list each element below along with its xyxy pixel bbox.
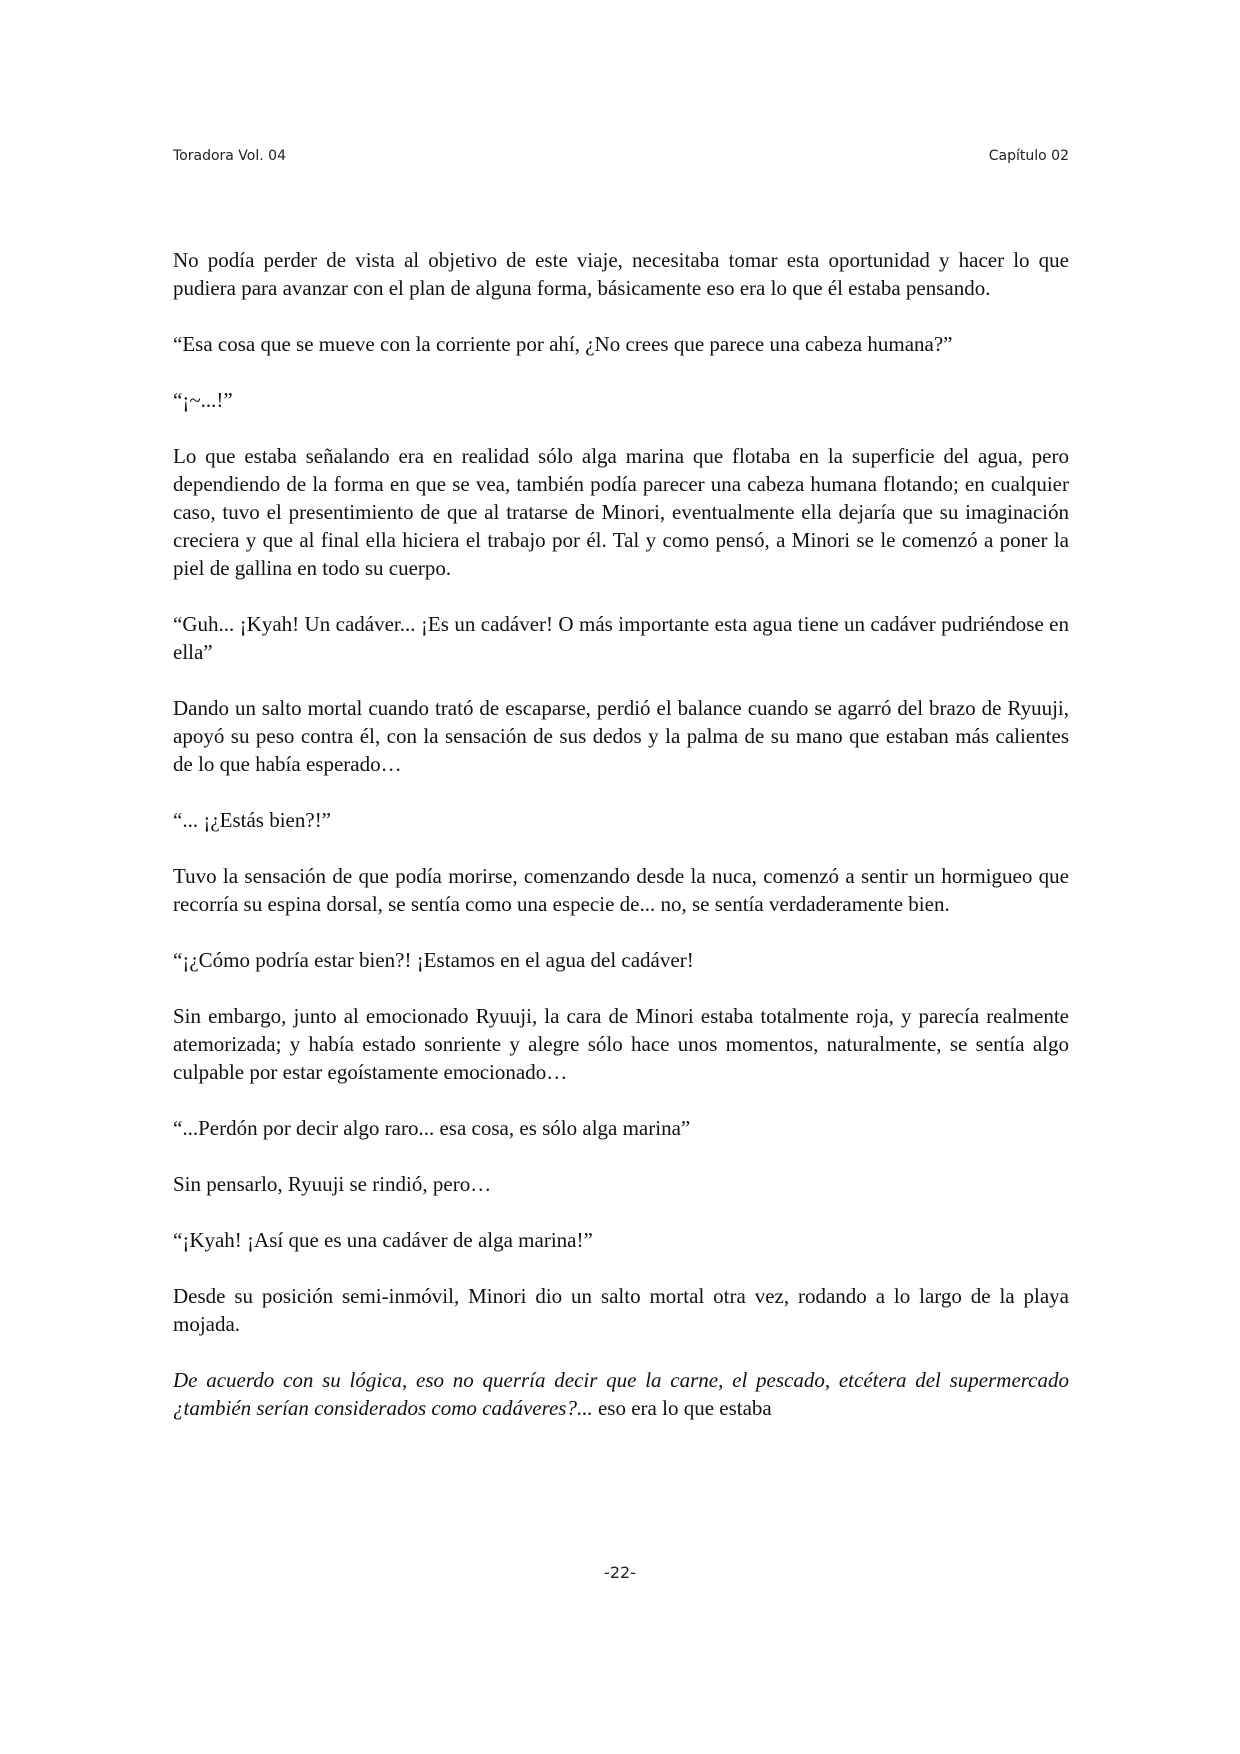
paragraph: No podía perder de vista al objetivo de este viaje, necesitaba tomar esta oportunidad y hacer lo que pudiera para avanzar con el plan de alguna forma, básicamente eso era lo que él estaba pensando. bbox=[173, 248, 1069, 300]
paragraph: “¡¿Cómo podría estar bien?! ¡Estamos en el agua del cadáver! bbox=[173, 948, 694, 972]
paragraph: “...Perdón por decir algo raro... esa cosa, es sólo alga marina” bbox=[173, 1116, 691, 1140]
paragraph: “¡Kyah! ¡Así que es una cadáver de alga marina!” bbox=[173, 1228, 593, 1252]
paragraph: Tuvo la sensación de que podía morirse, comenzando desde la nuca, comenzó a sentir un hormigueo que recorría su espina dorsal, se sentía como una especie de... no, se sentía verdaderamente bien. bbox=[173, 864, 1069, 916]
paragraph-last bbox=[173, 1366, 1069, 1422]
header-chapter: Capítulo 02 bbox=[988, 148, 1069, 164]
page-header bbox=[173, 148, 1069, 168]
header-book-title: Toradora Vol. 04 bbox=[173, 148, 286, 164]
paragraph: “Guh... ¡Kyah! Un cadáver... ¡Es un cadáver! O más importante esta agua tiene un cadáver pudriéndose en ella” bbox=[173, 612, 1069, 664]
body-text bbox=[173, 246, 1069, 1450]
paragraph: “¡~...!” bbox=[173, 388, 233, 412]
paragraph-continuation: eso era lo que estaba bbox=[592, 1396, 772, 1420]
paragraph: Lo que estaba señalando era en realidad sólo alga marina que flotaba en la superficie del agua, pero dependiendo de la forma en que se vea, también podía parecer una cabeza humana flotando; en cualquier caso, tuvo el presentimiento de que al tratarse de Minori, eventualmente ella dejaría que su imaginación creciera y que al final ella hiciera el trabajo por él. Tal y como pensó, a Minori se le comenzó a poner la piel de gallina en todo su cuerpo. bbox=[173, 444, 1069, 580]
page-number: -22- bbox=[604, 1563, 636, 1582]
paragraph: Sin pensarlo, Ryuuji se rindió, pero… bbox=[173, 1172, 492, 1196]
paragraph: “... ¡¿Estás bien?!” bbox=[173, 808, 332, 832]
paragraph: Dando un salto mortal cuando trató de escaparse, perdió el balance cuando se agarró del brazo de Ryuuji, apoyó su peso contra él, con la sensación de sus dedos y la palma de su mano que estaban más calientes de lo que había esperado… bbox=[173, 696, 1069, 776]
paragraph: Desde su posición semi-inmóvil, Minori dio un salto mortal otra vez, rodando a lo largo de la playa mojada. bbox=[173, 1284, 1069, 1336]
paragraph: Sin embargo, junto al emocionado Ryuuji, la cara de Minori estaba totalmente roja, y parecía realmente atemorizada; y había estado sonriente y alegre sólo hace unos momentos, naturalmente, se sentía algo culpable por estar egoístamente emocionado… bbox=[173, 1004, 1069, 1084]
italic-thought: De acuerdo con su lógica, eso no querría decir que la carne, el pescado, etcétera del supermercado ¿también serían considerados como cadáveres?... bbox=[173, 1368, 1069, 1420]
paragraph: “Esa cosa que se mueve con la corriente por ahí, ¿No crees que parece una cabeza humana?” bbox=[173, 332, 953, 356]
